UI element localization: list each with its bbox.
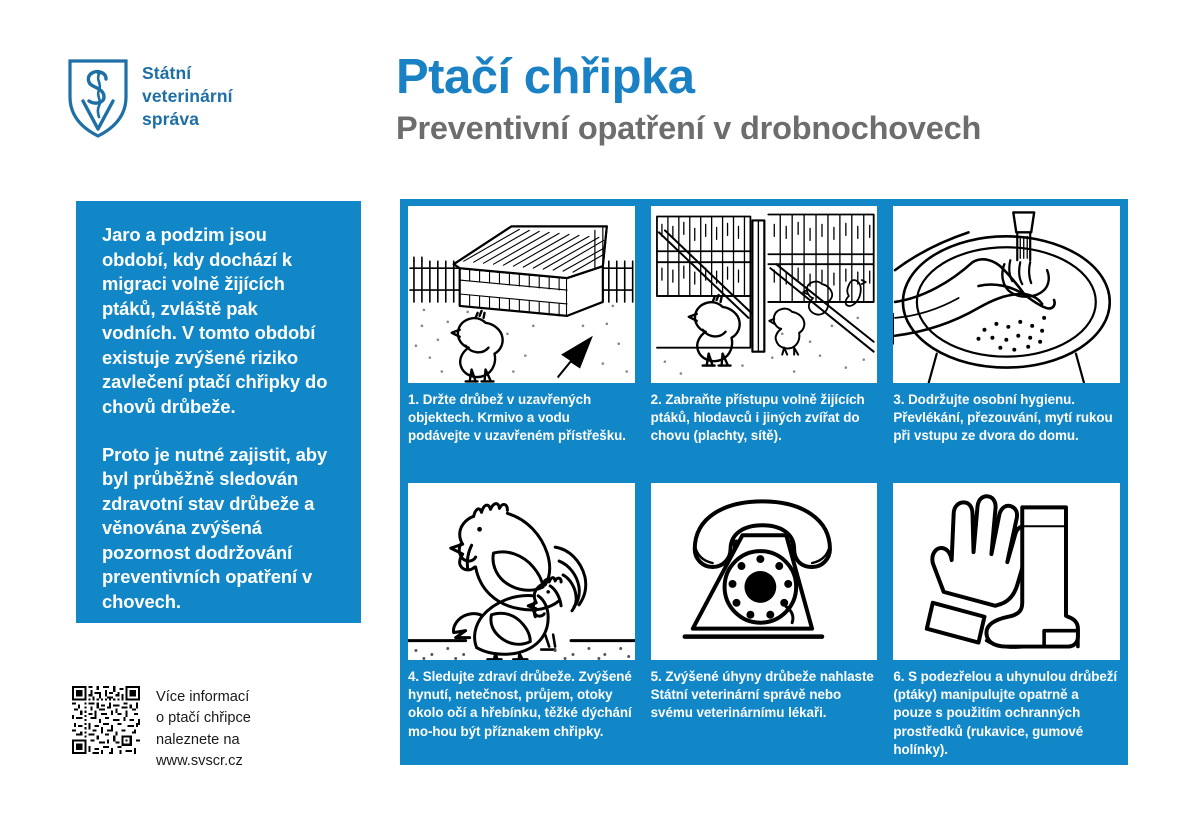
prevention-step-3-caption: 3. Dodržujte osobní hygienu. Převlékání, přezouvání, mytí rukou při vstupu ze dvora do domu. (893, 392, 1113, 444)
prevention-step-4 (400, 476, 643, 765)
prevention-step-3 (885, 199, 1128, 476)
handwashing-under-faucet-icon (893, 206, 1120, 383)
organisation-logo (66, 57, 233, 139)
prevention-steps-grid (400, 199, 1128, 765)
prevention-step-2-caption: 2. Zabraňte přístupu volně žijících ptáků, hlodavců i jiných zvířat do chovu (plachty, sítě). (650, 392, 865, 444)
barn-with-fence-and-chicken-icon (408, 206, 635, 383)
title-block (396, 52, 1176, 147)
logo-line-1: Státní (142, 63, 192, 83)
intro-paragraph-1: Jaro a podzim jsou období, kdy dochází k migraci volně žijících ptáků, zvláště pak vodních. V tomto období existuje zvýšené riziko zavlečení ptačí chřipky do chovů drůbeže. (102, 224, 328, 417)
prevention-step-4-caption: 4. Sledujte zdraví drůbeže. Zvýšené hynutí, netečnost, průjem, otoky okolo očí a hřebínku, těžké dýchání mo-hou být příznakem chřipky. (408, 668, 632, 739)
poster-header (0, 0, 1200, 178)
qr-code-icon[interactable] (72, 686, 140, 754)
footer-info-text (156, 686, 251, 773)
rotary-telephone-icon (651, 483, 878, 660)
intro-text-panel (76, 201, 361, 623)
prevention-step-6 (885, 476, 1128, 765)
fence-gate-blocking-wild-birds-icon (651, 206, 878, 383)
prevention-step-5 (643, 476, 886, 765)
intro-paragraph-2: Proto je nutné zajistit, aby byl průběžně sledován zdravotní stav drůbeže a věnována zvýšená pozornost dodržování preventivních opatření v chovech. (102, 443, 328, 612)
logo-line-3: správa (142, 108, 200, 129)
footer-website-url[interactable]: www.svscr.cz (156, 753, 243, 770)
logo-line-2: veterinární (142, 85, 233, 106)
prevention-step-1 (400, 199, 643, 476)
footer-line-2: o ptačí chřipce (156, 710, 251, 727)
prevention-step-1-caption: 1. Držte drůbež v uzavřených objektech. Krmivo a vodu podávejte v uzavřeném přístřešku. (408, 392, 626, 444)
rooster-and-hen-icon (408, 483, 635, 660)
prevention-step-5-caption: 5. Zvýšené úhyny drůbeže nahlaste Státní veterinární správě nebo svému veterinárnímu lékaři. (650, 668, 874, 721)
page-title: Ptačí chřipka (396, 50, 695, 104)
prevention-step-2 (643, 199, 886, 476)
organisation-name (142, 57, 233, 130)
glove-and-rubber-boot-icon (893, 483, 1120, 660)
shield-caduceus-sv-logo-icon (66, 57, 130, 139)
footer-line-3: naleznete na (156, 731, 240, 748)
footer (72, 686, 251, 773)
footer-line-1: Více informací (156, 689, 250, 705)
page-subtitle: Preventivní opatření v drobnochovech (396, 110, 982, 147)
prevention-step-6-caption: 6. S podezřelou a uhynulou drůbeží (ptáky) manipulujte opatrně a pouze s použitím ochranných prostředků (rukavice, gumové holínky). (893, 668, 1118, 757)
